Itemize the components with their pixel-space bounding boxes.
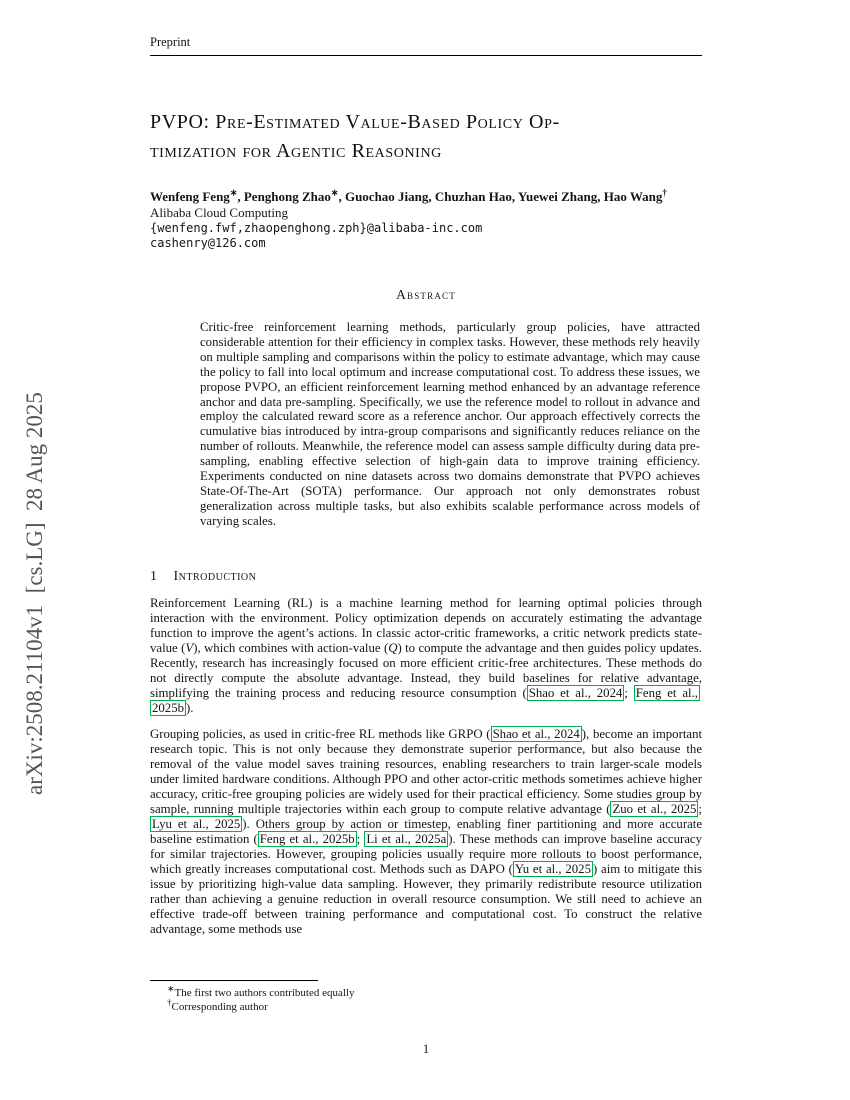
footnote-rule	[150, 980, 318, 981]
citation-link[interactable]: Feng et al., 2025b	[152, 685, 698, 715]
section-title: Introduction	[173, 568, 257, 584]
footnote-marker: ∗	[229, 187, 238, 198]
email-line-1: {wenfeng.fwf,zhaopenghong.zph}@alibaba-inc.com	[150, 221, 483, 235]
footnote-marker: †	[167, 997, 172, 1008]
intro-paragraph-1: Reinforcement Learning (RL) is a machine learning method for learning optimal policies through interaction with the environment. Policy optimization depends on accurately estimating the advantage function to improve the agent’s actions. In classic actor-critic frameworks, a critic network predicts state-value (V), which combines with action-value (Q) to compute the advantage and then guides policy updates. Recently, research has increasingly focused on more efficient critic-free architectures. These methods do not directly compute the absolute advantage. Instead, they build baselines for relative advantage, simplifying the training process and reducing resource consumption ( Shao et al., 2024 ; Feng et al., 2025b ).	[150, 595, 702, 715]
footnote-corresponding-author: †Corresponding author	[167, 997, 268, 1013]
paper-title-line-2: timization for Agentic Reasoning	[150, 140, 442, 162]
paper-content	[150, 0, 702, 937]
citation-link[interactable]: Feng et al., 2025b	[259, 831, 355, 846]
footnote-block	[150, 980, 702, 1014]
author-list: Wenfeng Feng∗, Penghong Zhao∗, Guochao Jiang, Chuzhan Hao, Yuewei Zhang, Hao Wang†	[150, 187, 667, 204]
citation-link[interactable]: Shao et al., 2024	[492, 726, 580, 741]
math-symbol: Q	[388, 640, 398, 655]
footnote-marker: †	[662, 187, 667, 198]
paper-title-line-1: PVPO: Pre-Estimated Value-Based Policy Op-	[150, 111, 560, 133]
intro-paragraph-2: Grouping policies, as used in critic-free RL methods like GRPO ( Shao et al., 2024 ), become an important research topic. This is not only because they demonstrate superior performance, but also because the removal of the value model saves training resources, enabling researchers to train larger-scale models under limited hardware conditions. Although PPO and other actor-critic methods sometimes achieve higher accuracy, critic-free grouping policies are widely used for their practical efficiency. Some studies group by sample, running multiple trajectories within each group to compute relative advantage ( Zuo et al., 2025 ; Lyu et al., 2025 ). Others group by action or timestep, enabling finer partitioning and more accurate baseline estimation ( Feng et al., 2025b ; Li et al., 2025a ). These methods can improve baseline accuracy for similar trajectories. However, grouping policies usually require more rollouts to boost performance, which greatly increases computational cost. Methods such as DAPO ( Yu et al., 2025 ) aim to mitigate this issue by prioritizing high-value data sampling. However, they primarily redistribute resource utilization rather than achieving a genuine reduction in overall resource consumption. We still need to achieve an effective trade-off between training performance and computational cost. To construct the relative advantage, some methods use	[150, 726, 703, 936]
arxiv-watermark: arXiv:2508.21104v1 [cs.LG] 28 Aug 2025	[22, 392, 47, 795]
footnote-marker: ∗	[330, 187, 339, 198]
citation-link[interactable]: Lyu et al., 2025	[152, 816, 241, 831]
citation-link[interactable]: Shao et al., 2024	[528, 685, 623, 700]
footnote-marker: ∗	[167, 983, 175, 994]
abstract-text: Critic-free reinforcement learning methods, particularly group policies, have attracted considerable attention for their efficiency in complex tasks. However, these methods rely heavily on multiple sampling and comparisons within the policy to estimate advantage, which may cause the policy to fall into local optimum and increase computational cost. To address these issues, we propose PVPO, an efficient reinforcement learning method enhanced by an advantage reference anchor and data pre-sampling. Specifically, we use the reference model to rollout in advance and employ the calculated reward score as a reference anchor. Our approach effectively corrects the cumulative bias introduced by intra-group comparisons and significantly reduces reliance on the number of rollouts. Meanwhile, the reference model can assess sample difficulty during data pre-sampling, enabling effective selection of high-gain data to improve training efficiency. Experiments conducted on nine datasets across two domains demonstrate that PVPO achieves State-Of-The-Art (SOTA) performance. Our approach not only demonstrates robust generalization across multiple tasks, but also exhibits scalable performance across models of varying scales.	[200, 320, 700, 528]
section-number: 1	[150, 568, 158, 584]
affiliation: Alibaba Cloud Computing	[150, 205, 288, 220]
preprint-label: Preprint	[150, 35, 191, 49]
header-rule	[150, 55, 702, 56]
citation-link[interactable]: Li et al., 2025a	[366, 831, 447, 846]
page-number: 1	[422, 1042, 430, 1056]
abstract-heading: Abstract	[396, 287, 456, 302]
citation-link[interactable]: Zuo et al., 2025	[612, 801, 697, 816]
citation-link[interactable]: Yu et al., 2025	[514, 861, 591, 876]
email-line-2: cashenry@126.com	[150, 236, 266, 250]
paper-title	[150, 108, 702, 166]
math-symbol: V	[185, 640, 194, 655]
section-heading-introduction	[150, 569, 702, 585]
footnote-equal-contribution: ∗The first two authors contributed equally	[167, 983, 355, 999]
